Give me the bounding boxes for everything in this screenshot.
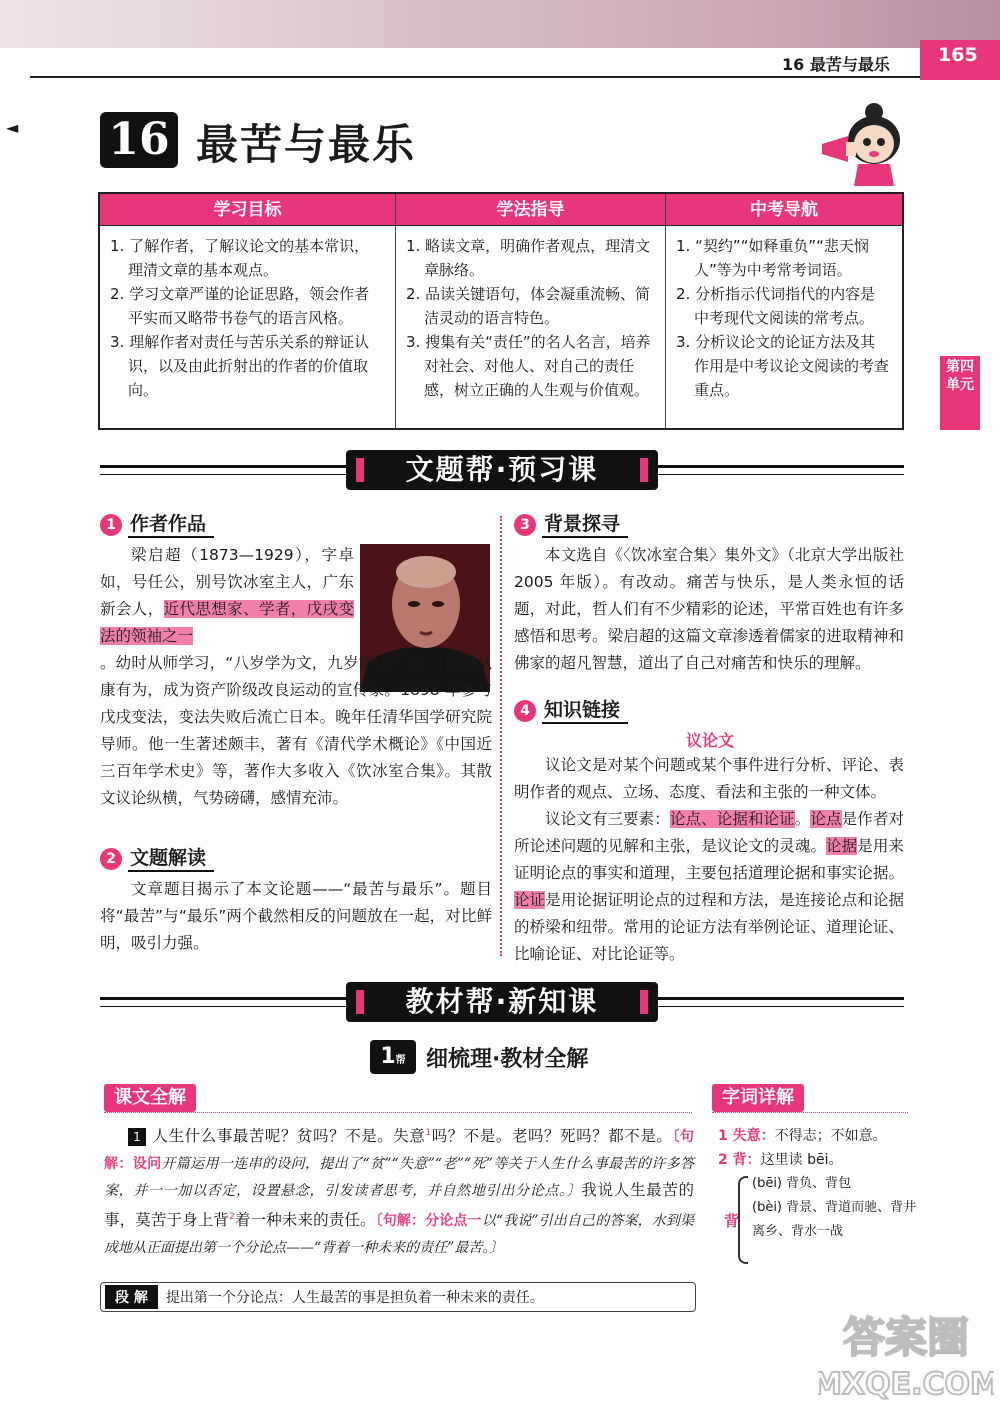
sub-banner [370, 1040, 588, 1074]
section-banner-preview [100, 450, 904, 490]
watermark-logo [818, 1306, 994, 1404]
list-item: 1. 略读文章，明确作者观点，理清文章脉络。 [406, 237, 651, 279]
subhead-background [514, 512, 628, 538]
list-item: 2. 学习文章严谨的论证思路，领会作者平实而又略带书卷气的语言风格。 [110, 285, 370, 327]
brace-items: (bēi) 背负、背包 (bèi) 背景、背道而驰、背井离乡、背水一战 [752, 1176, 917, 1239]
list-item: 2. 品读关键语句，体会凝重流畅、简洁灵动的语言特色。 [406, 285, 651, 327]
subhead-label: 知识链接 [542, 698, 628, 724]
subhead-label: 作者作品 [128, 512, 214, 538]
paragraph-number: 1 [128, 1128, 146, 1146]
brace-icon [738, 1176, 748, 1264]
unit-side-tab: 第四单元 [940, 356, 980, 430]
list-item: 1. 了解作者，了解议论文的基本常识，理清文章的基本观点。 [110, 237, 370, 279]
paragraph-summary [100, 1282, 696, 1312]
subhead-number: 4 [514, 700, 536, 722]
author-paragraph-body: 。幼时从师学习，“八岁学为文，九岁能缀千言”。后师从康有为，成为资产阶级改良运动的宣传家。1898 年参与戊戌变法，变法失败后流亡日本。晚年任清华国学研究院导师。他一生著述颇丰，著有《清代学术概论》《中国近三百年学术史》等，著作大多收入《饮冰室合集》。其散文议论纵横，气势磅礴，感情充沛。 [100, 654, 492, 807]
list-item: 3. 理解作者对责任与苦乐关系的辩证认识，以及由此折射出的作者的价值取向。 [110, 333, 370, 399]
sub-banner-badge: 1帮 [370, 1040, 416, 1074]
goals-column-2 [396, 194, 666, 428]
goals-heading: 学法指导 [396, 194, 665, 226]
subhead-author [100, 512, 214, 538]
word-notes [718, 1124, 918, 1172]
list-item: 1. “契约”“如释重负”“悲天悯人”等为中考常考词语。 [676, 237, 869, 279]
summary-text: 提出第一个分论点：人生最苦的事是担负着一种未来的责任。 [165, 1290, 544, 1306]
list-item: 2. 分析指示代词指代的内容是中考现代文阅读的常考点。 [676, 285, 876, 327]
mascot-megaphone-icon [818, 100, 912, 188]
header-rule [30, 76, 920, 78]
learning-goals-table [98, 192, 904, 430]
list-item: 3. 分析议论文的论证方法及其作用是中考议论文阅读的考查重点。 [676, 333, 890, 399]
lesson-title: 最苦与最乐 [196, 120, 417, 169]
lesson-number: 16 [100, 112, 178, 168]
subhead-number: 2 [100, 848, 122, 870]
knowledge-center-title: 议论文 [685, 731, 734, 750]
text-explain-block: 1 人生什么事最苦呢？贫吗？不是。失意$^1$吗？不是。老吗？死吗？都不是。〔句解：设问开篇运用一连串的设问，提出了“贫”“失意”“老”“死”等关于人生什么事最苦的许多答案，并一一加以否定，设置悬念，引发读者思考，并自然地引出分论点。〕我说人生最苦的事，莫苦于身上背$^2$着一种未来的责任。〔句解：分论点一以“我说”引出自己的答案，水到渠成地从正面提出第一个分论点——“背着一种未来的责任”最苦。〕 [104, 1127, 694, 1257]
sub-banner-title: 细梳理·教材全解 [426, 1046, 589, 1072]
subhead-label: 背景探寻 [542, 512, 628, 538]
brace-key: 背 [724, 1212, 740, 1230]
section-banner-title: 教材帮·新知课 [346, 982, 658, 1022]
section-banner-new-lesson [100, 982, 904, 1022]
author-paragraph-top: 梁启超（1873—1929），字卓如，号任公，别号饮冰室主人，广东新会人，近代思想家、学者，戊戌变法的领袖之一 [100, 546, 354, 645]
column-divider [500, 516, 502, 956]
subhead-knowledge [514, 698, 628, 724]
svg-text:答案圈: 答案圈 [842, 1313, 970, 1362]
goals-column-1 [100, 194, 396, 428]
subhead-number: 1 [100, 514, 122, 536]
margin-arrow-icon: ◄ [6, 118, 19, 137]
svg-text:MXQE.COM: MXQE.COM [818, 1367, 994, 1402]
word-explain-tab: 字词详解 [712, 1084, 804, 1112]
subhead-title-read [100, 846, 214, 872]
background-paragraph: 本文选自《〈饮冰室合集〉集外文》（北京大学出版社 2005 年版）。有改动。痛苦与快乐，是人类永恒的话题，对此，哲人们有不少精彩的论述，平常百姓也有许多感悟和思考。梁启超的这篇文章渗透着儒家的进取精神和佛家的超凡智慧，道出了自己对痛苦和快乐的理解。 [514, 546, 904, 672]
word-note-1: 1 失意：不得志；不如意。 [718, 1128, 887, 1144]
word-note-2: 2 背：这里读 bēi。 [718, 1152, 843, 1168]
list-item: 3. 搜集有关“责任”的名人名言，培养对社会、对他人、对自己的责任感，树立正确的人生观与价值观。 [406, 333, 651, 399]
section-banner-title: 文题帮·预习课 [346, 450, 658, 490]
goals-heading: 中考导航 [666, 194, 902, 226]
title-read-paragraph: 文章题目揭示了本文论题——“最苦与最乐”。题目将“最苦”与“最乐”两个截然相反的问题放在一起，对比鲜明，吸引力强。 [100, 880, 492, 952]
text-explain-tab: 课文全解 [104, 1084, 196, 1112]
page-number: 165 [938, 44, 978, 66]
subhead-label: 文题解读 [128, 846, 214, 872]
goals-column-3 [666, 194, 902, 428]
goals-heading: 学习目标 [100, 194, 395, 226]
running-header: 16 最苦与最乐 [782, 55, 890, 74]
knowledge-paragraph: 议论文是对某个问题或某个事件进行分析、评论、表明作者的观点、立场、态度、看法和主张的一种文体。 议论文有三要素：论点、论据和论证。论点是作者对所论述问题的见解和主张，是议论文的灵魂。论据是用来证明论点的事实和道理，主要包括道理论据和事实论据。论证是用论据证明论点的过程和方法，是连接论点和论据的桥梁和纽带。常用的论证方法有举例论证、道理论证、比喻论证、对比论证等。 [514, 756, 904, 963]
subhead-number: 3 [514, 514, 536, 536]
summary-tag: 段 解 [105, 1285, 158, 1309]
tab-rule [712, 1112, 908, 1113]
tab-rule [104, 1112, 692, 1113]
